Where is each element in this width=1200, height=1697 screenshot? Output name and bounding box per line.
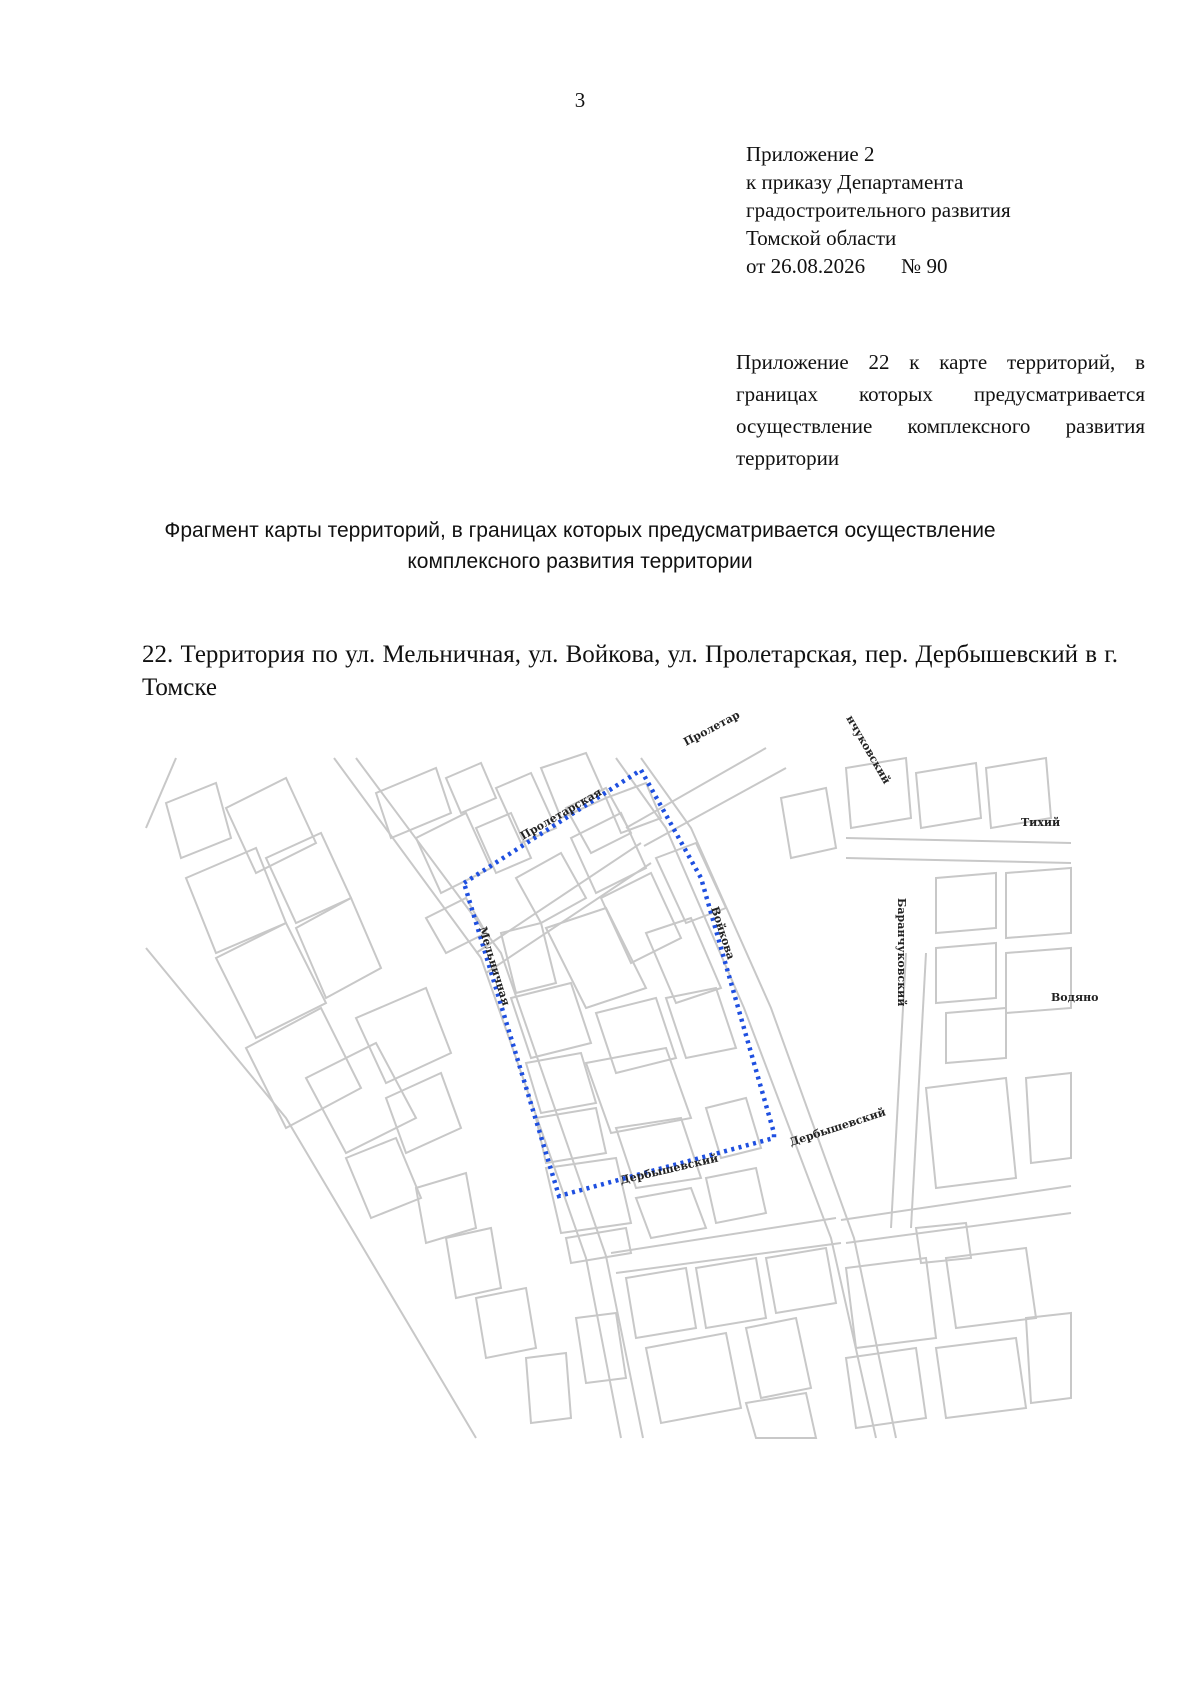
street-label-derbyshevsky-south: Дербышевский: [618, 1151, 720, 1187]
street-label-derbyshevsky-east: Дербышевский: [787, 1105, 888, 1149]
block-buildings: [501, 783, 766, 1263]
order-number: № 90: [901, 254, 948, 278]
appendix-order-line: градостроительного развития: [746, 198, 1011, 222]
street-label-voikova: Войкова: [708, 904, 738, 962]
street-label-vodyanoy: Водяно: [1051, 991, 1099, 1004]
road-lines: [146, 748, 1071, 1438]
street-label-baranchukovsky: Баранчуковский: [895, 898, 908, 1007]
territory-map: [146, 708, 1116, 1438]
street-label-proletarskaya: Пролетарская: [518, 785, 604, 843]
order-date: от 26.08.2026: [746, 254, 866, 278]
street-label-tikhy: Тихий: [1021, 816, 1061, 829]
territory-title: 22. Территория по ул. Мельничная, ул. Войкова, ул. Пролетарская, пер. Дербышевский в г. Томске: [142, 641, 1118, 701]
street-label-proletarskaya-top: Пролетар: [681, 708, 742, 749]
order-date-line: [746, 252, 1011, 280]
street-label-baranchukovsky-top: нчуковский: [843, 713, 894, 787]
fragment-caption-line: комплексного развития территории: [407, 550, 753, 573]
appendix-order-block: [746, 140, 1011, 280]
appendix-order-line: к приказу Департамента: [746, 170, 964, 194]
map-appendix-note: Приложение 22 к карте территорий, в границах которых предусматривается осуществление комплексного развития территории: [736, 350, 1145, 470]
fragment-caption: [140, 515, 1020, 577]
street-label-melnichnaya: Мельничная: [476, 925, 513, 1008]
page-number: 3: [574, 88, 586, 112]
appendix-order-line: Приложение 2: [746, 142, 875, 166]
fragment-caption-line: Фрагмент карты территорий, в границах которых предусматривается осуществление: [164, 519, 996, 542]
appendix-order-line: Томской области: [746, 226, 897, 250]
